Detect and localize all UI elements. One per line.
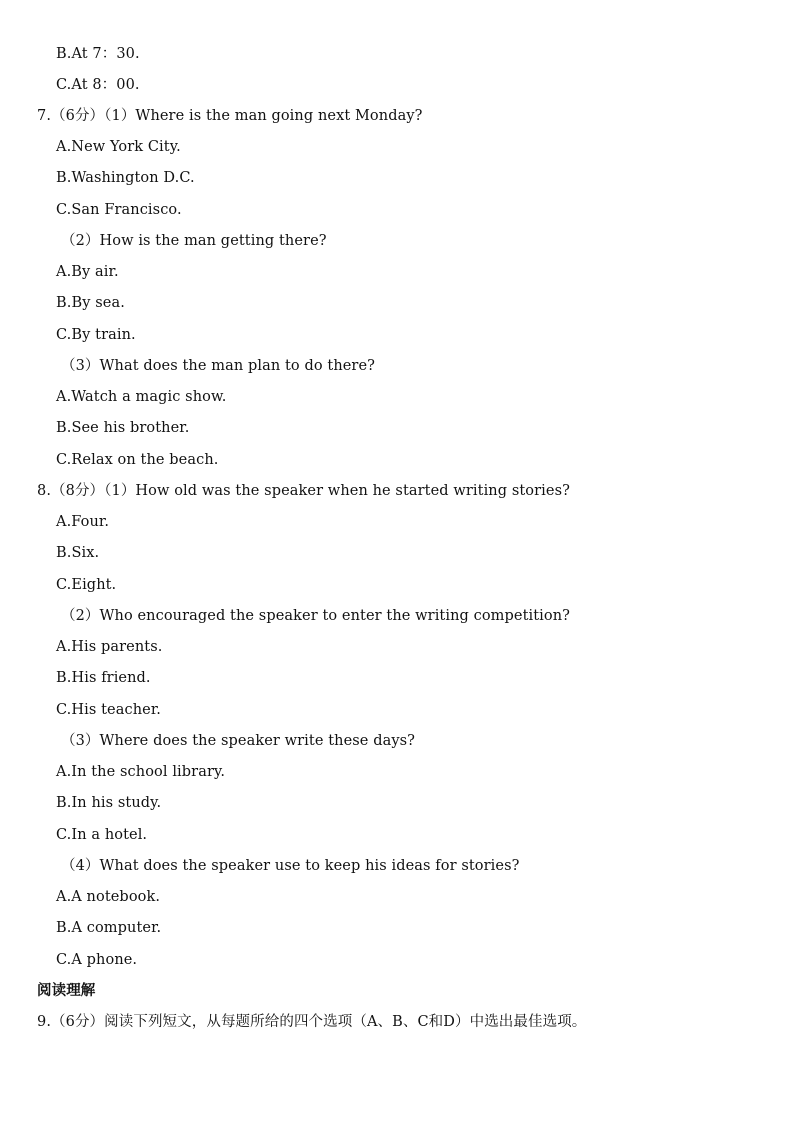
option-line: A.New York City.	[56, 139, 181, 155]
option-line: C.San Francisco.	[56, 202, 182, 218]
sub-question: （4）What does the speaker use to keep his ideas for stories?	[61, 858, 520, 874]
option-line: B.Washington D.C.	[56, 170, 195, 186]
option-line: B.See his brother.	[56, 420, 190, 436]
section-heading: 阅读理解	[37, 983, 96, 999]
option-line: C.By train.	[56, 327, 136, 343]
question-9: 9.（6分）阅读下列短文，从每题所给的四个选项（A、B、C和D）中选出最佳选项。	[37, 1014, 587, 1030]
sub-question: （3）Where does the speaker write these days?	[61, 733, 416, 749]
option-line: A.His parents.	[56, 639, 163, 655]
option-line: C.At 8：00.	[56, 77, 140, 93]
question-7: 7.（6分）（1）Where is the man going next Monday?	[37, 108, 423, 124]
option-line: B.At 7：30.	[56, 46, 140, 62]
option-line: B.A computer.	[56, 920, 162, 936]
option-line: A.Four.	[56, 514, 110, 530]
option-line: A.Watch a magic show.	[56, 389, 227, 405]
option-line: C.Relax on the beach.	[56, 452, 219, 468]
option-line: C.Eight.	[56, 577, 117, 593]
option-line: B.His friend.	[56, 670, 151, 686]
option-line: A.In the school library.	[56, 764, 226, 780]
sub-question: （2）How is the man getting there?	[61, 233, 327, 249]
option-line: B.By sea.	[56, 295, 125, 311]
option-line: C.His teacher.	[56, 702, 161, 718]
option-line: A.By air.	[56, 264, 119, 280]
sub-question: （2）Who encouraged the speaker to enter the writing competition?	[61, 608, 571, 624]
option-line: A.A notebook.	[56, 889, 161, 905]
option-line: B.Six.	[56, 545, 100, 561]
option-line: B.In his study.	[56, 795, 162, 811]
option-line: C.A phone.	[56, 952, 138, 968]
option-line: C.In a hotel.	[56, 827, 148, 843]
sub-question: （3）What does the man plan to do there?	[61, 358, 376, 374]
question-8: 8.（8分）（1）How old was the speaker when he started writing stories?	[37, 483, 570, 499]
